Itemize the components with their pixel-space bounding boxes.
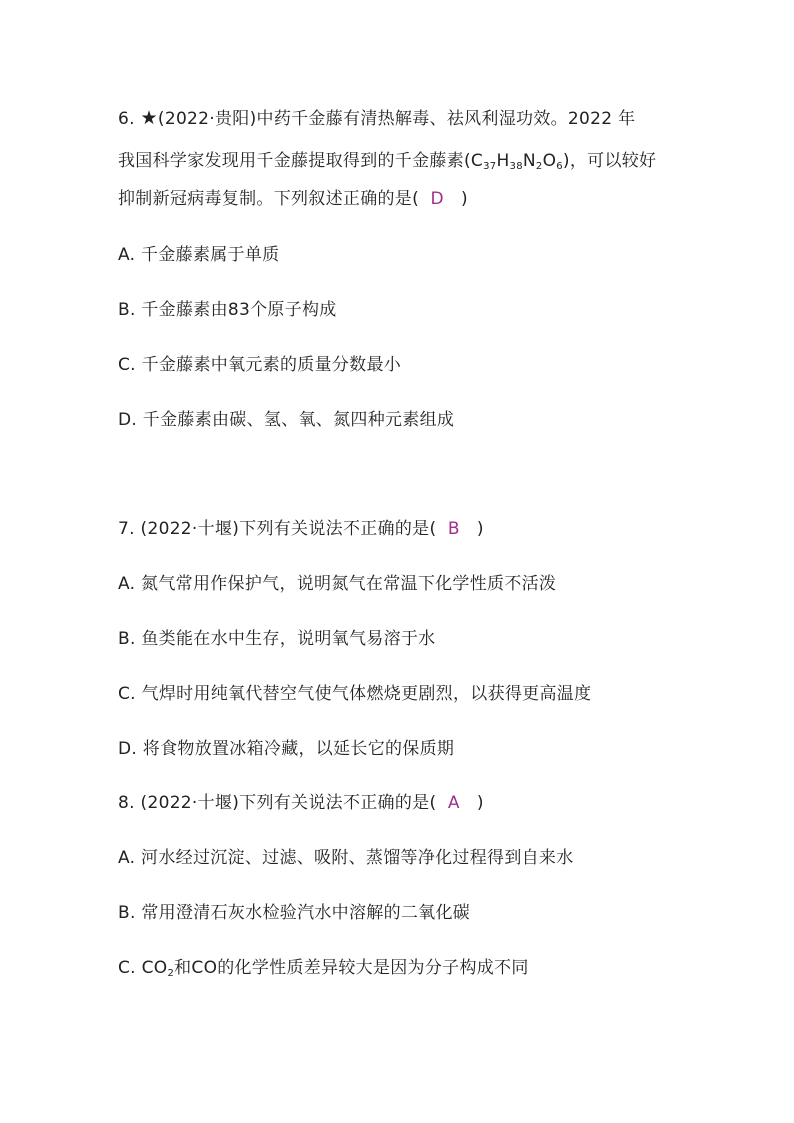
q7-stem xyxy=(118,518,484,540)
q6-stem-text: ) xyxy=(460,189,468,209)
q7-stem-text: 7. (2022·十堰)下列有关说法不正确的是( xyxy=(118,519,437,539)
formula-text: O xyxy=(542,151,557,171)
q8-stem-text: ) xyxy=(476,793,484,813)
q6-stem-text: )，可以较好 xyxy=(562,151,657,171)
formula-text: H xyxy=(496,151,510,171)
q7-option-d: D. 将食物放置冰箱冷藏，以延长它的保质期 xyxy=(118,739,455,759)
q6-option-d: D. 千金藤素由碳、氢、氧、氮四种元素组成 xyxy=(118,410,455,430)
q6-option-b: B. 千金藤素由83个原子构成 xyxy=(118,300,337,320)
q7-stem-text: ) xyxy=(476,519,484,539)
formula-text: N xyxy=(522,151,536,171)
q8-stem xyxy=(118,792,484,814)
q8-stem-text: 8. (2022·十堰)下列有关说法不正确的是( xyxy=(118,793,437,813)
subscript: 2 xyxy=(167,968,175,979)
q6-stem-line1 xyxy=(118,107,635,130)
subscript: 6 xyxy=(556,161,563,172)
q8-option-c xyxy=(118,957,529,985)
q6-option-c: C. 千金藤素中氧元素的质量分数最小 xyxy=(118,355,402,375)
subscript: 2 xyxy=(535,161,543,172)
subscript: 37 xyxy=(483,161,497,172)
q8-option-b: B. 常用澄清石灰水检验汽水中溶解的二氧化碳 xyxy=(118,903,471,923)
question-number: 6. xyxy=(118,109,135,129)
q6-stem-text: (2022·贵阳)中药千金藤有清热解毒、祛风利湿功效。2022 年 xyxy=(157,109,636,129)
q7-option-a: A. 氮气常用作保护气，说明氮气在常温下化学性质不活泼 xyxy=(118,574,557,594)
option-text: C. CO xyxy=(118,958,168,978)
q8-option-a: A. 河水经过沉淀、过滤、吸附、蒸馏等净化过程得到自来水 xyxy=(118,848,574,868)
answer-mark: A xyxy=(447,793,460,813)
q7-option-b: B. 鱼类能在水中生存，说明氧气易溶于水 xyxy=(118,629,436,649)
q6-option-a: A. 千金藤素属于单质 xyxy=(118,245,280,265)
q6-stem-line2 xyxy=(118,150,656,178)
subscript: 38 xyxy=(509,161,523,172)
star-icon: ★ xyxy=(140,107,158,129)
q7-option-c: C. 气焊时用纯氧代替空气使气体燃烧更剧烈，以获得更高温度 xyxy=(118,684,592,704)
q6-stem-text: 我国科学家发现用千金藤提取得到的千金藤素(C xyxy=(118,151,484,171)
option-text: 和CO的化学性质差异较大是因为分子构成不同 xyxy=(174,958,529,978)
q6-stem-text: 抑制新冠病毒复制。下列叙述正确的是( xyxy=(118,189,420,209)
answer-mark: B xyxy=(447,519,460,539)
q6-stem-line3 xyxy=(118,188,468,210)
answer-mark: D xyxy=(430,189,444,209)
